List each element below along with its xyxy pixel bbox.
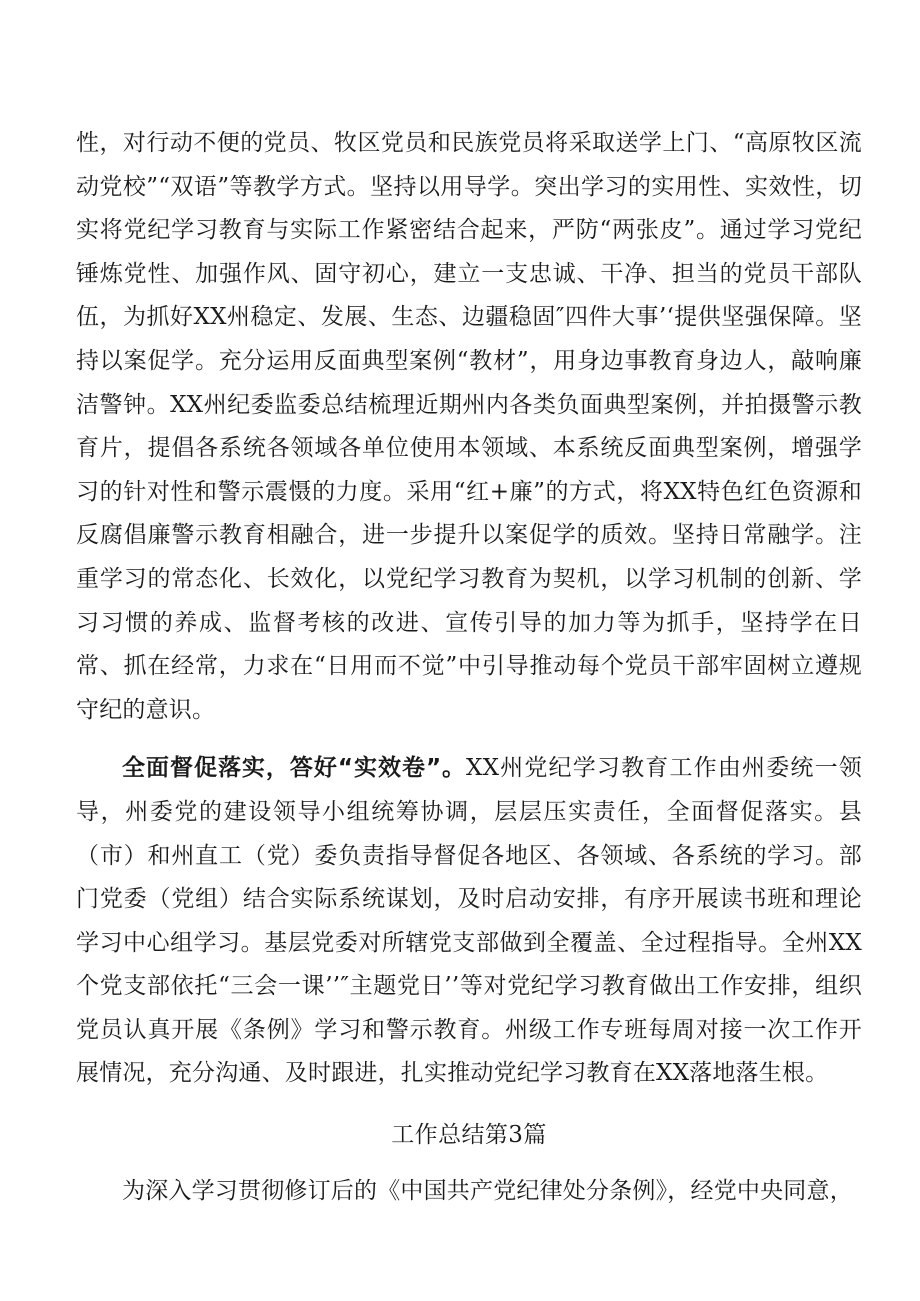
paragraph-lead-heading: 全面督促落实，答好“实效卷”。	[122, 755, 467, 782]
document-page	[76, 122, 862, 1213]
section-title: 工作总结第3篇	[391, 1122, 547, 1149]
body-paragraph-3: 为深入学习贯彻修订后的《中国共产党纪律处分条例》，经党中央同意，	[122, 1177, 853, 1204]
body-paragraph-2	[76, 747, 862, 1096]
body-paragraph-1: 性，对行动不便的党员、牧区党员和民族党员将采取送学上门、“高原牧区流动党校”“双语”等教学方式。坚持以用导学。突出学习的实用性、实效性，切实将党纪学习教育与实际工作紧密结合起来，严防“两张皮”。通过学习党纪锤炼党性、加强作风、固守初心，建立一支忠诚、干净、担当的党员干部队伍，为抓好XX州稳定、发展、生态、边疆稳固″四件大事’‘提供坚强保障。坚持以案促学。充分运用反面典型案例“教材”，用身边事教育身边人，敲响廉洁警钟。XX州纪委监委总结梳理近期州内各类负面典型案例，并拍摄警示教育片，提倡各系统各领域各单位使用本领域、本系统反面典型案例，增强学习的针对性和警示震慑的力度。采用“红+廉”的方式，将XX特色红色资源和反腐倡廉警示教育相融合，进一步提升以案促学的质效。坚持日常融学。注重学习的常态化、长效化，以党纪学习教育为契机，以学习机制的创新、学习习惯的养成、监督考核的改进、宣传引导的加力等为抓手，坚持学在日常、抓在经常，力求在“日用而不觉”中引导推动每个党员干部牢固树立遵规守纪的意识。	[76, 130, 862, 723]
paragraph-2-body: XX州党纪学习教育工作由州委统一领导，州委党的建设领导小组统筹协调，层层压实责任，全面督促落实。县（市）和州直工（党）委负责指导督促各地区、各领域、各系统的学习。部门党委（党组）结合实际系统谋划，及时启动安排，有序开展读书班和理论学习中心组学习。基层党委对所辖党支部做到全覆盖、全过程指导。全州XX个党支部依托“三会一课’’″主题党日’’等对党纪学习教育做出工作安排，组织党员认真开展《条例》学习和警示教育。州级工作专班每周对接一次工作开展情况，充分沟通、及时跟进，扎实推动党纪学习教育在XX落地落生根。	[76, 755, 862, 1087]
